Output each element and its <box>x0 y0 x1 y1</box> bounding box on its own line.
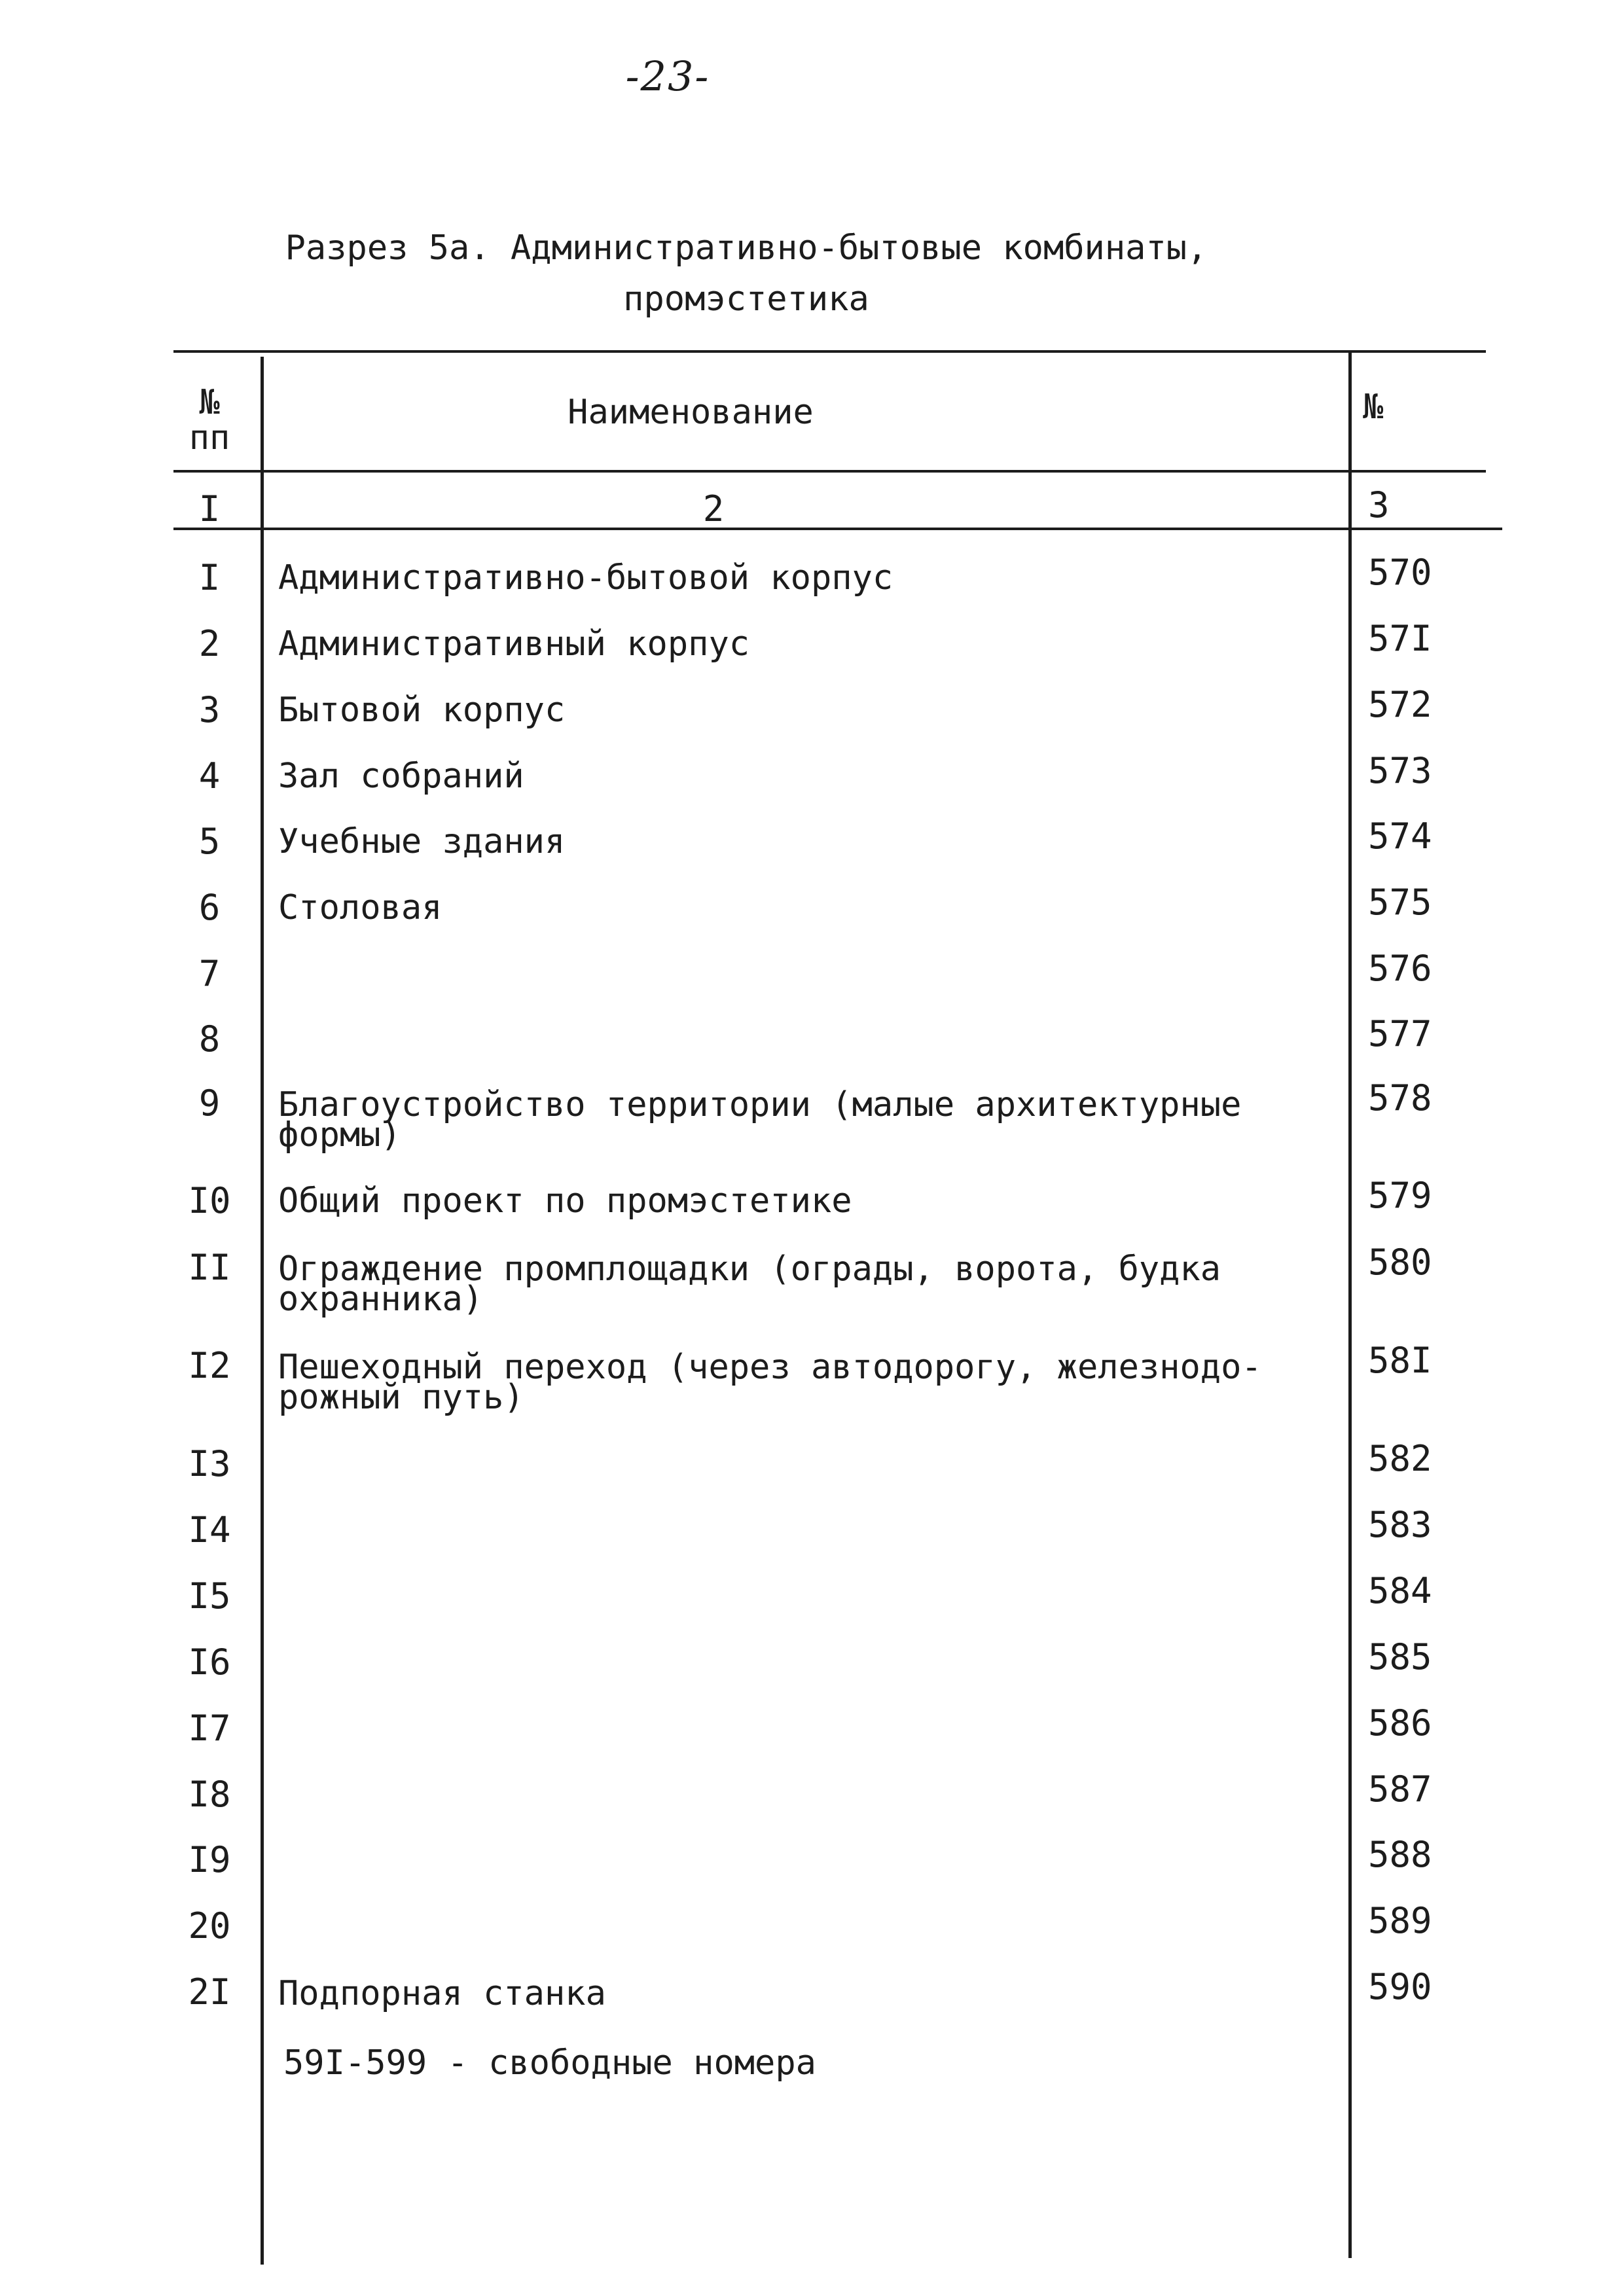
page-number: -23- <box>625 52 710 100</box>
section-title-line-1: Разрез 5а. Административно-бытовые комбинаты, <box>285 228 1208 268</box>
header-name: Наименование <box>568 393 814 432</box>
row-number: I7 <box>188 1708 231 1749</box>
row-code: 572 <box>1368 684 1432 725</box>
column-number-3: 3 <box>1368 484 1390 526</box>
row-code: 575 <box>1368 882 1432 923</box>
row-code: 574 <box>1368 816 1432 857</box>
row-number: 20 <box>188 1905 231 1946</box>
column-number-1: I <box>198 488 221 529</box>
row-name: Учебные здания <box>278 822 566 861</box>
row-number: 9 <box>198 1083 221 1124</box>
row-number: 3 <box>198 689 221 730</box>
row-code: 590 <box>1368 1966 1432 2007</box>
free-numbers-note: 59I-599 - свободные номера <box>283 2043 816 2083</box>
column-divider-2 <box>1348 350 1352 2258</box>
row-number: 8 <box>198 1018 221 1060</box>
table-top-rule <box>173 350 1486 353</box>
row-name: Столовая <box>278 888 442 927</box>
header-number-line-1: № <box>199 383 220 422</box>
row-number: I6 <box>188 1641 231 1683</box>
row-code: 582 <box>1368 1438 1432 1479</box>
row-code: 573 <box>1368 750 1432 791</box>
row-code: 576 <box>1368 948 1432 989</box>
column-number-2: 2 <box>702 488 725 529</box>
section-title-line-2: промэстетика <box>623 279 869 319</box>
row-code: 577 <box>1368 1013 1432 1054</box>
row-number: 6 <box>198 887 221 928</box>
row-number: 7 <box>198 953 221 994</box>
row-code: 587 <box>1368 1768 1432 1810</box>
row-code: 578 <box>1368 1077 1432 1119</box>
row-number: I5 <box>188 1575 231 1617</box>
row-number: I8 <box>188 1774 231 1815</box>
row-code: 585 <box>1368 1636 1432 1677</box>
header-number-line-2: пп <box>189 418 230 457</box>
row-name: Пешеходный переход (через автодорогу, железнодо- рожный путь) <box>278 1348 1262 1417</box>
row-number: II <box>188 1247 231 1288</box>
header-code: № <box>1363 387 1384 427</box>
row-name: Бытовой корпус <box>278 691 566 730</box>
row-number: 4 <box>198 755 221 797</box>
row-name: Зал собраний <box>278 757 524 796</box>
row-code: 57I <box>1368 618 1432 659</box>
section-title <box>157 223 1335 325</box>
row-code: 584 <box>1368 1570 1432 1611</box>
row-name: Ограждение промплощадки (ограды, ворота, будка охранника) <box>278 1249 1221 1319</box>
row-number: I4 <box>188 1509 231 1551</box>
header-number <box>167 385 252 456</box>
row-code: 58I <box>1368 1340 1432 1381</box>
row-number: I3 <box>188 1443 231 1484</box>
row-code: 586 <box>1368 1702 1432 1744</box>
row-name: Административный корпус <box>278 624 750 664</box>
column-divider-1 <box>261 357 264 2265</box>
row-number: 5 <box>198 821 221 862</box>
header-bottom-rule <box>173 470 1486 473</box>
row-code: 589 <box>1368 1900 1432 1941</box>
row-code: 580 <box>1368 1242 1432 1283</box>
row-name: Общий проект по промэстетике <box>278 1181 852 1221</box>
row-number: I9 <box>188 1839 231 1880</box>
row-number: I2 <box>188 1345 231 1386</box>
row-code: 588 <box>1368 1834 1432 1875</box>
row-number: I <box>198 557 221 598</box>
row-code: 570 <box>1368 552 1432 593</box>
row-name: Административно-бытовой корпус <box>278 558 893 598</box>
row-code: 583 <box>1368 1504 1432 1545</box>
row-name: Благоустройство территории (малые архитектурные формы) <box>278 1085 1242 1155</box>
row-name: Подпорная станка <box>278 1974 606 2013</box>
row-number: 2 <box>198 623 221 664</box>
row-number: 2I <box>188 1971 231 2013</box>
row-code: 579 <box>1368 1175 1432 1216</box>
row-number: I0 <box>188 1180 231 1221</box>
